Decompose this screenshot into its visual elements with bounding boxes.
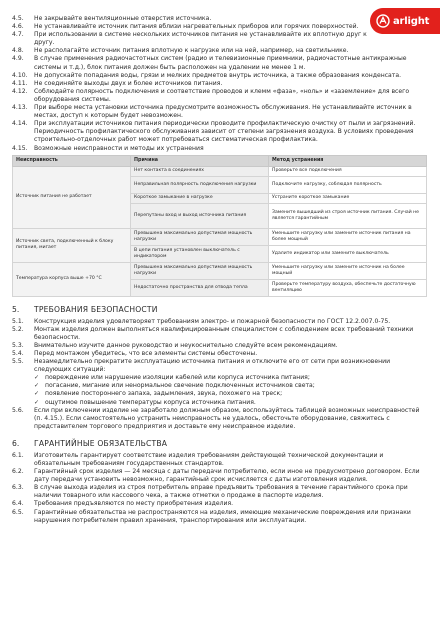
table-cell-fix: Устраните короткое замыкание — [269, 193, 427, 203]
section5-list — [12, 318, 426, 431]
list-item: 4.15. Возможные неисправности и методы их устранения — [12, 144, 204, 152]
list-item: 6.1. Изготовитель гарантирует соответствие изделия требованиям действующей технической документации и обязательным требованиям государственных стандартов. — [12, 451, 384, 467]
table-cell-fix: Проверьте все подключения — [269, 166, 427, 176]
checkmark-icon: ✓ — [34, 398, 40, 406]
table-cell-fix: Проверьте температуру воздуха, обеспечьте достаточную вентиляцию — [269, 279, 427, 296]
troubleshooting-table — [12, 155, 427, 297]
table-cell-issue: Источник света, подключенный к блоку питания, мигает — [13, 228, 131, 262]
table-cell-issue: Температура корпуса выше +70 °С — [13, 262, 131, 296]
table-header: Неисправность — [13, 155, 131, 166]
section5-heading: 5. ТРЕБОВАНИЯ БЕЗОПАСНОСТИ — [12, 304, 158, 314]
checkmark-icon: ✓ — [34, 382, 40, 390]
table-row — [13, 262, 427, 279]
list-item: 5.1. Конструкция изделия удовлетворяет требованиям электро- и пожарной безопасности по ГОСТ 12.2.007.0-75. — [12, 317, 391, 325]
table-header: Причина — [131, 155, 269, 166]
list-item: 6.5. Гарантийные обязательства не распространяются на изделия, имеющие механические повреждения или признаки нарушения потребителем правил хранения, транспортирования или эксплуатации. — [12, 508, 411, 524]
section6-list — [12, 452, 426, 525]
list-item: 4.5. Не закрывайте вентиляционные отверстия источника. — [12, 15, 212, 22]
table-cell-fix: Уменьшите нагрузку или замените источник питания на более мощный — [269, 228, 427, 245]
list-item: 4.14. При эксплуатации источников питания периодически проводите профилактическую очистку от пыли и загрязнений. Периодичность профилактического обслуживания зависит от степени загрязнения воздуха. В условиях проведения строительно-отделочных работ может потребоваться систематическая профилактика. — [12, 120, 416, 144]
table-cell-issue: Источник питания не работает — [13, 166, 131, 228]
table-header-row — [13, 155, 427, 166]
list-item: 4.12. Соблюдайте полярность подключения и соответствие проводов и клемм «фаза», «ноль» и «заземление» для всего оборудования системы. — [12, 87, 410, 103]
table-cell-cause: Недостаточно пространства для отвода тепла — [131, 279, 269, 296]
bullet-item: ✓ появление постороннего запаха, задымления, звука, похожего на треск; — [34, 390, 283, 398]
list-item: 5.2. Монтаж изделия должен выполняться квалифицированным специалистом с соблюдением всех требований техники безопасности. — [12, 325, 414, 341]
list-item: 4.9. В случае применения радиочастотных систем (радио и телевизионные приемники, радиочастотные антикражные системы и т.д.), блок питания должен быть расположен на удалении не менее 1 м. — [12, 55, 407, 71]
table-cell-fix: Удалите индикатор или замените выключатель — [269, 245, 427, 262]
document-body — [12, 15, 426, 525]
list-item: 4.8. Не располагайте источник питания вплотную к нагрузке или на ней, например, на светильнике. — [12, 47, 349, 55]
section6-heading: 6. ГАРАНТИЙНЫЕ ОБЯЗАТЕЛЬСТВА — [12, 438, 168, 448]
table-header: Метод устранения — [269, 155, 427, 166]
list-item: 5.6. Если при включении изделие не заработало должным образом, воспользуйтесь таблицей возможных неисправностей (п. 4.15.). Если самостоятельно устранить неисправность не удалось, обесточьте оборудование, свяжитесь с представителем торгового предприятия и доставьте ему неисправное изделие. — [12, 406, 420, 430]
list-item: 5.5. Незамедлительно прекратите эксплуатацию источника питания и отключите его от сети при возникновении следующих ситуаций: — [12, 358, 391, 374]
checkmark-icon: ✓ — [34, 390, 40, 398]
logo-text: arlight — [393, 15, 430, 27]
list-item: 5.4. Перед монтажом убедитесь, что все элементы системы обесточены. — [12, 349, 258, 357]
table-cell-cause: Перепутаны вход и выход источника питания — [131, 203, 269, 228]
bullet-item: ✓ ощутимое повышение температуры корпуса источника питания. — [34, 398, 256, 406]
list-item: 4.11. Не соединяйте выходы двух и более источников питания. — [12, 79, 223, 87]
table-cell-cause: Превышена максимально допустимая мощность нагрузки — [131, 262, 269, 279]
checkmark-icon: ✓ — [34, 374, 40, 382]
list-item: 4.10. Не допускайте попадания воды, грязи и мелких предметов внутрь источника, а также образования конденсата. — [12, 71, 402, 79]
bullet-item: ✓ погасание, мигание или ненормальное свечение подключенных источников света; — [34, 382, 315, 390]
bullet-item: ✓ повреждение или нарушение изоляции кабелей или корпуса источника питания; — [34, 374, 310, 382]
list-item: 4.7. При использовании в системе нескольких источников питания не устанавливайте их вплотную друг к другу. — [12, 31, 367, 47]
list-item: 5.3. Внимательно изучите данное руководство и неукоснительно следуйте всем рекомендациям. — [12, 341, 338, 349]
table-cell-cause: Неправильная полярность подключения нагрузки — [131, 176, 269, 193]
table-cell-cause: Нет контакта в соединениях — [131, 166, 269, 176]
list-item: 4.6. Не устанавливайте источник питания вблизи нагревательных приборов или горячих поверхностей. — [12, 23, 359, 31]
table-cell-cause: В цепи питания установлен выключатель с индикатором — [131, 245, 269, 262]
list-item: 6.2. Гарантийный срок изделия — 24 месяца с даты передачи потребителю, если иное не предусмотрено договором. Если дату передачи установить невозможно, гарантийный срок исчисляется с даты изготовления изделия. — [12, 468, 420, 484]
list-item: 6.4. Требования предъявляются по месту приобретения изделия. — [12, 500, 234, 508]
list-item: 4.13. При выборе места установки источника предусмотрите возможность обслуживания. Не устанавливайте источник в местах, доступ к которым будет невозможен. — [12, 104, 412, 120]
list-item: 6.3. В случае выхода изделия из строя потребитель вправе предъявить требования в течение гарантийного срока при наличии товарного или кассового чека, а также отметки о продаже в паспорте изделия. — [12, 484, 408, 500]
table-cell-cause: Превышена максимально допустимая мощность нагрузки — [131, 228, 269, 245]
table-cell-fix: Замените вышедший из строя источник питания. Случай не является гарантийным — [269, 203, 427, 228]
table-row — [13, 228, 427, 245]
section4-list — [12, 15, 426, 153]
table-cell-fix: Подключите нагрузку, соблюдая полярность — [269, 176, 427, 193]
table-cell-fix: Уменьшите нагрузку или замените источник на более мощный — [269, 262, 427, 279]
table-row — [13, 166, 427, 176]
table-cell-cause: Короткое замыкание в нагрузке — [131, 193, 269, 203]
